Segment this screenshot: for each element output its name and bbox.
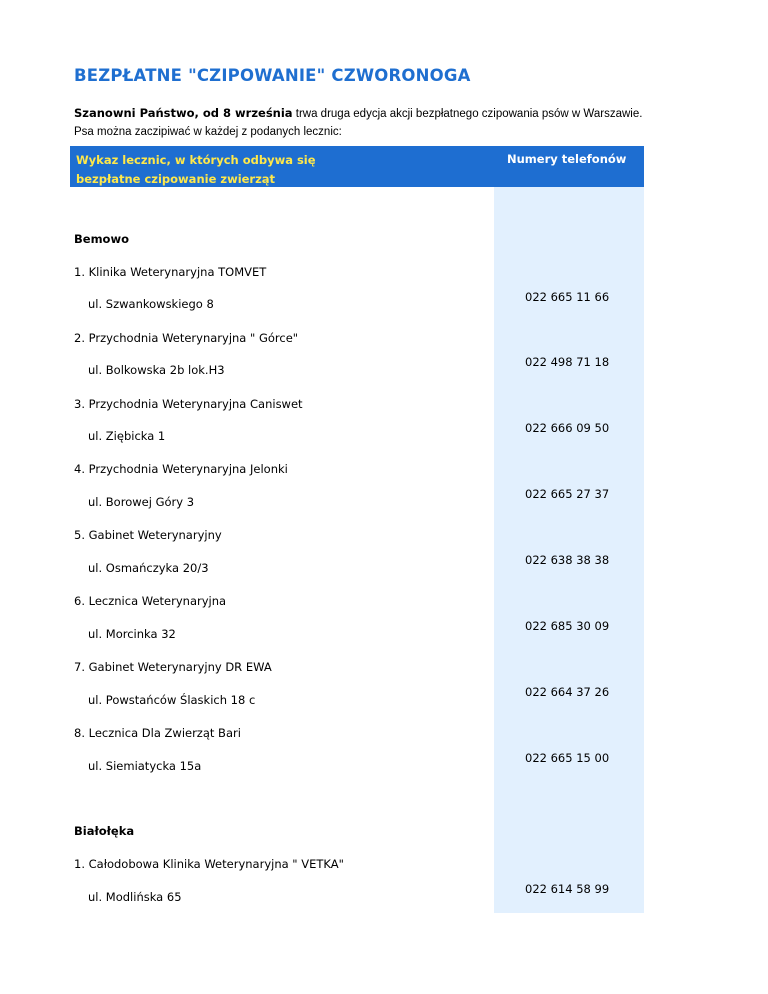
clinic-phone: 022 666 09 50 <box>525 421 610 435</box>
clinic-name: 5. Gabinet Weterynaryjny <box>74 528 222 542</box>
intro-rest: trwa druga edycja akcji bezpłatnego czipowania psów w Warszawie. <box>292 108 643 120</box>
clinic-name: 1. Klinika Weterynaryjna TOMVET <box>74 265 267 279</box>
clinic-phone: 022 665 11 66 <box>525 290 610 304</box>
clinic-address: ul. Bolkowska 2b lok.H3 <box>88 363 225 377</box>
clinic-phone: 022 638 38 38 <box>525 553 610 567</box>
clinic-phone: 022 664 37 26 <box>525 685 610 699</box>
district-heading: Bemowo <box>74 232 129 246</box>
clinic-address: ul. Modlińska 65 <box>88 890 182 904</box>
intro-text <box>74 106 642 120</box>
clinic-address: ul. Morcinka 32 <box>88 627 176 641</box>
clinic-name: 7. Gabinet Weterynaryjny DR EWA <box>74 660 272 674</box>
clinic-name: 6. Lecznica Weterynaryjna <box>74 594 227 608</box>
clinic-phone: 022 685 30 09 <box>525 619 610 633</box>
clinic-phone: 022 665 15 00 <box>525 751 610 765</box>
clinic-name: 1. Całodobowa Klinika Weterynaryjna " VETKA" <box>74 857 344 871</box>
table-header-clinics: Wykaz lecznic, w których odbywa się bezpłatne czipowanie zwierząt <box>76 153 316 186</box>
clinic-name: 8. Lecznica Dla Zwierząt Bari <box>74 726 241 740</box>
table-header <box>70 146 644 187</box>
page-title: BEZPŁATNE "CZIPOWANIE" CZWORONOGA <box>74 66 471 85</box>
intro-bold: Szanowni Państwo, od 8 września <box>74 106 293 120</box>
clinic-phone: 022 665 27 37 <box>525 487 610 501</box>
intro-line2: Psa można zaczipiwać w każdej z podanych lecznic: <box>74 126 342 138</box>
clinic-address: ul. Borowej Góry 3 <box>88 495 195 509</box>
clinic-name: 4. Przychodnia Weterynaryjna Jelonki <box>74 462 288 476</box>
clinic-phone: 022 614 58 99 <box>525 882 610 896</box>
clinic-address: ul. Szwankowskiego 8 <box>88 297 214 311</box>
table-header-phones: Numery telefonów <box>507 152 627 166</box>
clinic-phone: 022 498 71 18 <box>525 355 610 369</box>
clinic-name: 2. Przychodnia Weterynaryjna " Górce" <box>74 331 299 345</box>
clinic-name: 3. Przychodnia Weterynaryjna Caniswet <box>74 397 303 411</box>
district-heading: Białołęka <box>74 824 135 838</box>
clinic-address: ul. Osmańczyka 20/3 <box>88 561 209 575</box>
clinic-address: ul. Powstańców Ślaskich 18 c <box>88 693 256 707</box>
clinic-address: ul. Ziębicka 1 <box>88 429 166 443</box>
clinic-address: ul. Siemiatycka 15a <box>88 759 202 773</box>
